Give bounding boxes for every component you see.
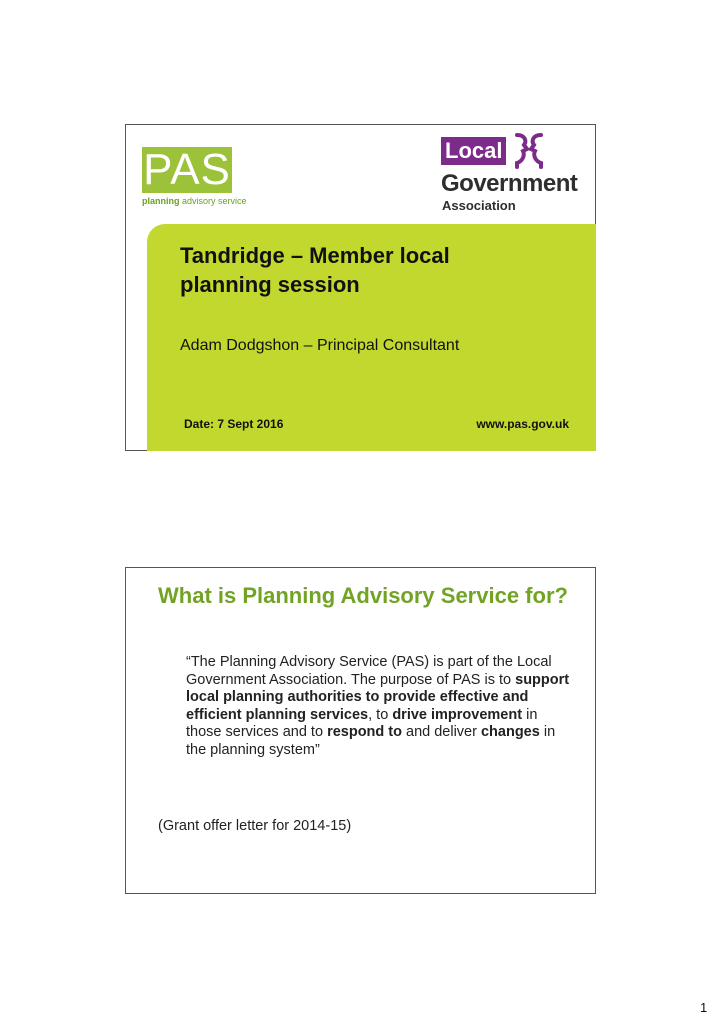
lga-logo-government: Government — [441, 170, 578, 197]
title-panel — [147, 224, 596, 451]
quote-text: in the planning system” — [186, 724, 556, 758]
slide-2 — [125, 567, 596, 894]
slide-1 — [125, 124, 596, 451]
lga-profiles-icon — [511, 133, 551, 169]
slide-title: Tandridge – Member local planning session — [180, 243, 450, 297]
presenter: Adam Dodgshon – Principal Consultant — [180, 337, 460, 354]
lga-logo-local: Local — [441, 137, 506, 165]
quote-emphasis: respond to — [327, 724, 402, 741]
lga-logo — [437, 131, 587, 219]
website-url: www.pas.gov.uk — [476, 417, 569, 431]
pas-logo-tagline: planning advisory service — [142, 196, 247, 206]
quote-emphasis: changes — [480, 724, 540, 741]
quote-source: (Grant offer letter for 2014-15) — [158, 818, 352, 834]
presentation-date: Date: 7 Sept 2016 — [184, 417, 284, 431]
quote-text: , to — [368, 706, 393, 723]
quote-text: in those services and to — [186, 706, 538, 741]
pas-logo-mark: PAS — [143, 145, 231, 194]
pas-purpose-quote — [186, 654, 571, 760]
page-number: 1 — [700, 1000, 708, 1015]
slide-title: What is Planning Advisory Service for? — [158, 583, 568, 608]
quote-text: and deliver — [401, 724, 481, 741]
pas-logo — [142, 147, 247, 206]
quote-text: “The Planning Advisory Service (PAS) is part of the Local Government Association. The purpose of PAS is to — [186, 654, 552, 688]
quote-emphasis: drive improvement — [392, 706, 523, 723]
lga-logo-association: Association — [442, 198, 516, 213]
quote-emphasis: support local planning authorities to provide effective and efficient planning services — [186, 671, 570, 723]
